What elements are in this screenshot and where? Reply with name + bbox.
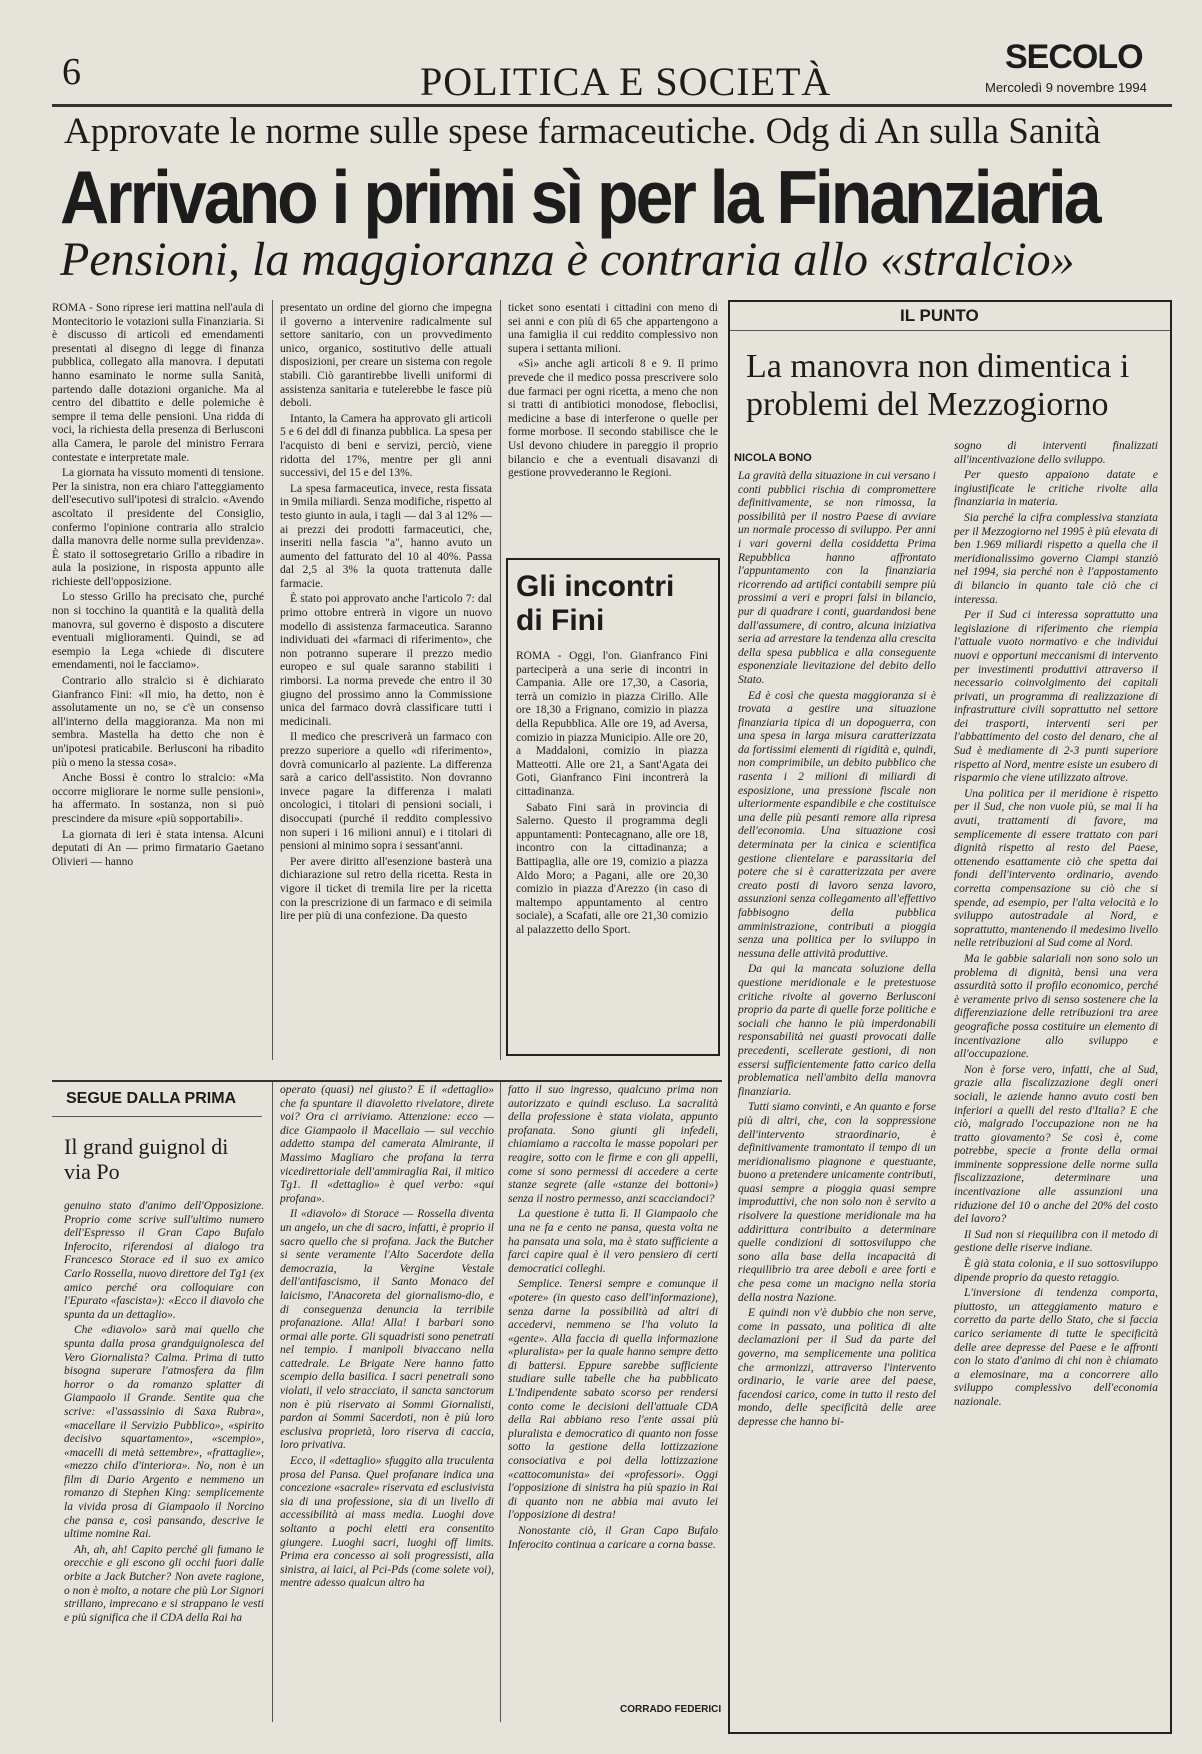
paragraph: Nonostante ciò, il Gran Capo Bufalo Inferocito continua a caricare a corna basse. xyxy=(508,1525,718,1551)
paragraph: Tutti siamo convinti, e An quanto e forse più di altri, che, con la soppressione dell'intervento straordinario, è definitivamente tramontato il tempo di un meridionalismo piagnone e questuante, buono a pretendere unicamente contributi, quasi sempre a pioggia quasi sempre improduttivi, che non solo non è servito a risolvere la questione meridionale ma ha addirittura contribuito a determinare quelle condizioni di sottosviluppo che sono alla base della incapacità di riequilibrio tra aree deboli e aree forti e che pesa come un macigno nella storia della nostra Nazione. xyxy=(738,1101,936,1304)
paragraph: Il medico che prescriverà un farmaco con prezzo superiore a quello «di riferimento», dovrà comunicarlo al paziente. La differenza sarà a carico dell'assistito. Non dovranno invece pagare la differenza i malati oncologici, i titolari di pensioni sociali, i disoccupati (purché il reddito complessivo non superi i 16 milioni annui) e i titolari di pensioni al minimo sopra i sessant'anni. xyxy=(280,731,492,853)
paragraph: La spesa farmaceutica, invece, resta fissata in 9mila miliardi. Senza modifiche, rispetto al testo giunto in aula, i tagli — dal 3 al 12% — ai prezzi dei prodotti farmaceutici, che, inseriti nella fascia "a", hanno avuto un aumento del fatturato del 10 al 40%. Passa dal 2,5 al 3% la quota trattenuta dalle farmacie. xyxy=(280,482,492,590)
segue-title: Il grand guignol di via Po xyxy=(64,1134,229,1184)
paragraph: Una politica per il meridione è rispetto per il Sud, che non vuole più, se mai li ha avuti, trattamenti di favore, ma semplicemente di essere trattato con pari dignità rispetto al resto del Paese, ottenendo esattamente ciò che spetta dai fondi dell'intervento ordinario, avendo corretta compensazione su ciò che si spende, ad esempio, per l'alta velocità e lo sviluppo autostradale al Nord, e soprattutto, mantenendo il medesimo livello nelle retribuzioni al Sud come al Nord. xyxy=(954,787,1158,950)
article-kicker: Approvate le norme sulle spese farmaceutiche. Odg di An sulla Sanità xyxy=(64,111,1101,152)
paragraph: La giornata di ieri è stata intensa. Alcuni deputati di An — primo firmatario Gaetano Olivieri — hanno xyxy=(52,828,264,868)
il-punto-column-1 xyxy=(738,470,936,1720)
paragraph: Per avere diritto all'esenzione basterà una dichiarazione sul retro della ricetta. Resta in vigore il ticket di tremila lire per la ricetta con la prescrizione di un farmaco e di seimila lire per più di una confezione. Da questo xyxy=(280,855,492,923)
main-article-column-3 xyxy=(508,302,718,542)
paragraph: Ma le gabbie salariali non sono solo un problema di dignità, bensì una vera assurdità sotto il profilo economico, perché è veramente privo di senso sostenere che la differenziazione delle retribuzioni tra aree geografiche possa costituire un elemento di incentivazione allo sviluppo e all'occupazione. xyxy=(954,952,1158,1061)
il-punto-label: IL PUNTO xyxy=(900,306,979,325)
il-punto-column-2 xyxy=(954,440,1158,1720)
paragraph: E quindi non v'è dubbio che non serve, come in passato, una politica di alte declamazioni per il Sud da parte del governo, ma semplicemente una politica che armonizzi, attraverso l'intervento ordinario, le varie aree del paese, facendosi carico, come in tutto il resto del mondo, delle specificità delle aree depresse che hanno bi- xyxy=(738,1307,936,1428)
paragraph: operato (quasi) nel giusto? E il «dettaglio» che fa spuntare il diavoletto rivelatore, direte voi? Ora ci arriviamo. Attenzione: ecco — dice Giampaolo il Macellaio — sul vecchio addetto stampa del camerata Almirante, il Massimo Magliaro che profana la terra vicedirettoriale dell'ammiraglia Rai, il mitico Tg1. Il «dettaglio» è quel verbo: «qui profana». xyxy=(280,1084,494,1205)
paragraph: La giornata ha vissuto momenti di tensione. Per la sinistra, non era chiaro l'atteggiamento dell'esecutivo sull'ipotesi di stralcio. «Avendo ascoltato il presidente del Consiglio, confermo l'opinione contraria allo stralcio dalla manovra delle norme sulla previdenza». È stato il sottosegretario Grillo a ribadire in aula la posizione, in risposta appunto alle richieste dell'opposizione. xyxy=(52,467,264,588)
paragraph: Che «diavolo» sarà mai quello che spunta dalla prosa grandguignolesca del Vero Giornalista? Calma. Prima di tutto bisogna superare l'atmosfera da film horror o da romanzo splatter di Giampaolo il Grande. Sentite qua che scrive: «l'assassinio di Saxa Rubra», «macellare il Servizio Pubblico», «spirito decisivo squartamento», «scempio», «macelli di metà settembre», «frattaglie», «mezzo chilo d'interiora». No, non è un film di Dario Argento e nemmeno un romanzo di Stephen King: semplicemente la vivida prosa di Giampaolo il Norcino che pansa e, così pansando, descrive le ultime nomine Rai. xyxy=(64,1324,264,1541)
il-punto-title: La manovra non dimentica i problemi del Mezzogiorno xyxy=(746,348,1130,423)
main-article-column-1 xyxy=(52,302,264,1062)
paragraph: È stato poi approvato anche l'articolo 7: dal primo ottobre entrerà in vigore un nuovo modello di assistenza farmaceutica. Saranno individuati dei «farmaci di riferimento», che non potranno superare il prezzo medio europeo e sul quale saranno stabiliti i rimborsi. La norma prevede che entro il 30 giugno del prossimo anno la Commissione unica del farmaco dovrà classificare tutti i medicinali. xyxy=(280,593,492,728)
paragraph: Da qui la mancata soluzione della questione meridionale e le pretestuose critiche rivolte al governo Berlusconi proprio da parte di quelle forze politiche e sociali che hanno le più imperdonabili responsabilità nei guasti provocati dalle precedenti, scellerate gestioni, di non essersi sufficientemente fatto carico della problematica nell'ambito della manovra finanziaria. xyxy=(738,963,936,1098)
column-divider xyxy=(272,300,273,1060)
page-number: 6 xyxy=(62,51,81,93)
segue-column-2 xyxy=(280,1084,494,1724)
paragraph: Ecco, il «dettaglio» sfuggito alla truculenta prosa del Pansa. Quel profanare indica una concezione «sacrale» riservata ed esclusivista sia di una professione, sia di un livello di accessibilità ai mass media. Luoghi dove soltanto a pochi eletti era consentito giungere. Luoghi sacri, luoghi off limits. Prima era concesso ai soli progressisti, alla sinistra, ai laici, al Pci-Pds (come solete voi), mentre adesso qualcun altro ha xyxy=(280,1455,494,1590)
column-divider xyxy=(500,1082,501,1722)
paragraph: Intanto, la Camera ha approvato gli articoli 5 e 6 del ddl di finanza pubblica. La spesa per l'acquisto di beni e servizi, perciò, viene ridotta del 17%, mentre per gli anni successivi, del 15 e del 13%. xyxy=(280,412,492,480)
segue-label-rule xyxy=(52,1116,262,1117)
segue-column-3 xyxy=(508,1084,718,1696)
paragraph: fatto il suo ingresso, qualcuno prima non autorizzato e quindi escluso. La sacralità della professione è stata violata, appunto profanata. Sono giunti gli infedeli, chiamiamo a raccolta le masse popolari per reagire, sotto con le firme e con gli appelli, come si sono permessi di accedere a certe stanze segrete (alle «stanze dei bottoni») senza il nostro permesso, anzi scacciandoci? xyxy=(508,1084,718,1205)
segue-label: SEGUE DALLA PRIMA xyxy=(66,1090,237,1107)
segue-rule xyxy=(52,1080,722,1082)
paragraph: Il «diavolo» di Storace — Rossella diventa un angelo, un che di sacro, infatti, è proprio il sacro quello che si profana. Jack the Butcher si sente veramente l'Alto Sacerdote della democrazia, la Vergine Vestale dell'antifascismo, il Santo Monaco del laicismo, l'Anacoreta del giornalismo-dio, e di conseguenza denuncia la terribile profanazione. Alla! Alla! I barbari sono ormai alle porte. Gli squadristi sono penetrati nel tempio. I manipoli bivaccano nella cattedrale. Le Brigate Nere hanno fatto scempio della basilica. I sacri penetrali sono violati, il velo stracciato, il sancta sanctorum non è più riservato ai Sommi Giornalisti, pardon ai Sommi Sacerdoti, non è più loro esclusiva proprietà, loro riserva di caccia, loro privativa. xyxy=(280,1208,494,1452)
paragraph: Semplice. Tenersi sempre e comunque il «potere» (in questo caso dell'informazione), senza darne la possibilità ad altri di accedervi, nemmeno se l'ha voluto la «gente». Alla faccia di quella informazione «pluralista» per la quale hanno sempre detto di battersi. Eppure sarebbe sufficiente studiare sulle tabelle che ha pubblicato L'Indipendente sabato scorso per rendersi conto come le decisioni dell'attuale CDA della Rai abbiano reso l'ente assai più pluralista e democratico di quanto non fosse sotto la gestione della lottizzazione consociativa e poi della lottizzazione «cattocomunista» dei «professori». Oggi l'opposizione di sinistra ha più spazio in Rai di quanto non ne abbia mai avuto lei l'opposizione di destra! xyxy=(508,1278,718,1522)
paragraph: Non è forse vero, infatti, che al Sud, grazie alla fiscalizzazione degli oneri sociali, le aziende hanno avuto costi ben inferiori a quelli del resto d'Italia? E che ciò, malgrado l'occupazione non ne ha tratto giovamento? Se così è, come potrebbe, specie a fronte della ormai imminente soppressione delle norme sulla fiscalizzazione, determinare una incentivazione alle assunzioni una riduzione del 10 o anche del 20% del costo del lavoro? xyxy=(954,1063,1158,1226)
paragraph: Per questo appaiono datate e ingiustificate le critiche rivolte alla finanziaria in materia. xyxy=(954,469,1158,509)
paragraph: Sabato Fini sarà in provincia di Salerno. Questo il programma degli appuntamenti: Pontecagnano, alle ore 18, incontro con la cittadinanza; a Battipaglia, alle ore 19, comizio a piazza Aldo Moro; a Pagani, alle ore 20,30 comizio in piazza d'Arezzo (in caso di maltempo appuntamento al centro sociale), a Scafati, alle ore 21,30 comizio al palazzetto dello Sport. xyxy=(516,801,708,936)
paragraph: Contrario allo stralcio si è dichiarato Gianfranco Fini: «Il mio, ha detto, non è assolutamente un no, se c'è un consenso all'interno della maggioranza. Ma non mi sembra. Mastella ha detto che non è un'ipotesi praticabile. Berlusconi ha ribadito più o meno la stessa cosa». xyxy=(52,675,264,769)
paragraph: È già stata colonia, e il suo sottosviluppo dipende proprio da questo retaggio. xyxy=(954,1258,1158,1284)
segue-signature: CORRADO FEDERICI xyxy=(620,1704,722,1715)
paragraph: Ah, ah, ah! Capito perché gli fumano le orecchie e gli escono gli occhi fuori dalle orbite a Jack Butcher? Non avete ragione, o non è molto, a notare che più Lor Signori strillano, imprecano e si strappano le vesti e più significa che il CDA della Rai ha xyxy=(64,1543,264,1624)
issue-date: Mercoledì 9 novembre 1994 xyxy=(985,80,1147,95)
paragraph: Per il Sud ci interessa soprattutto una legislazione di riferimento che riempia l'attuale vuoto normativo e che individui nuovi e opportuni meccanismi di intervento per investimenti produttivi attraverso il necessario coinvolgimento dei capitali privati, un programma di realizzazione di infrastrutture civili soprattutto nel settore dei trasporti, interventi seri per l'abbattimento del costo del denaro, che al Sud è mediamente di 2-3 punti superiore rispetto al Nord, mentre esiste un esubero di risparmio che viene utilizzato altrove. xyxy=(954,609,1158,785)
paragraph: sogno di interventi finalizzati all'incentivazione dello sviluppo. xyxy=(954,440,1158,466)
paragraph: L'inversione di tendenza comporta, piuttosto, un atteggiamento maturo e corretto da parte dello Stato, che si faccia carico seriamente di tutte le specificità delle aree depresse del Paese e le affronti con lo stato d'animo di chi non è chiamato a elemosinare, ma a concorrere allo sviluppo complessivo dell'economia nazionale. xyxy=(954,1287,1158,1408)
paragraph: ROMA - Sono riprese ieri mattina nell'aula di Montecitorio le votazioni sulla Finanziaria. Si è discusso di articoli ed emendamenti presentati al disegno di legge di finanza pubblica, collegato alla manovra. I deputati hanno esaminato le norme sulla Sanità, partendo dalle dotazioni organiche. Ma al centro del dibattito e delle polemiche è sempre il tema delle pensioni. Una ridda di voci, la richiesta della presenza di Berlusconi alla Camera, le parole del ministro Ferrara contestate e interpretate male. xyxy=(52,302,264,464)
article-headline: Arrivano i primi sì per la Finanziaria xyxy=(60,156,1099,240)
paragraph: genuino stato d'animo dell'Opposizione. Proprio come scrive sull'ultimo numero dell'Espresso il Gran Capo Bufalo Inferocito, riferendosi al dialogo tra Francesco Storace ed il suo ex amico Carlo Rossella, nuovo direttore del Tg1 (ex amico perché ora colloquiare con l'Epurato «fascista»): «Ecco il diavolo che spunta da un dettaglio». xyxy=(64,1200,264,1321)
paragraph: Il Sud non si riequilibra con il metodo di gestione delle riserve indiane. xyxy=(954,1228,1158,1255)
paragraph: ticket sono esentati i cittadini con meno di sei anni e con più di 65 che appartengono a una famiglia il cui reddito complessivo non supera i settanta milioni. xyxy=(508,302,718,355)
paragraph: Sia perché la cifra complessiva stanziata per il Mezzogiorno nel 1995 è più elevata di ben 1.969 miliardi rispetto a quella che il meridionalissimo governo Ciampi stanziò nel 1994, sia perché non è l'appostamento di bilancio in quanto tale ciò che ci interessa. xyxy=(954,511,1158,606)
paragraph: La gravità della situazione in cui versano i conti pubblici rischia di compromettere definitivamente, se non rimossa, la possibilità per il nostro Paese di avviare un normale processo di sviluppo. Per anni i vari governi della cosiddetta Prima Repubblica hanno affrontato l'appuntamento con la finanziaria ricorrendo ad artifici contabili sempre più prossimi a veri e propri falsi in bilancio, pur di quadrare i conti, guardandosi bene dall'assumere, di contro, alcuna iniziativa seria ad arrestare la tendenza alla crescita della spesa pubblica e alla conseguente esponenziale lievitazione del debito dello Stato. xyxy=(738,470,936,686)
fini-box-text xyxy=(516,650,708,1046)
main-article-column-2 xyxy=(280,302,492,1062)
paragraph: Lo stesso Grillo ha precisato che, purché non si tocchino la quantità e la qualità della manovra, sul governo è disposto a discutere eventuali miglioramenti. Quindi, se ad esempio la Lega «chiede di discutere emendamenti, noi le facciamo». xyxy=(52,591,264,672)
column-divider xyxy=(500,300,501,1060)
column-divider xyxy=(272,1082,273,1722)
section-title: POLITICA E SOCIETÀ xyxy=(420,59,832,104)
paragraph: La questione è tutta lì. Il Giampaolo che una ne fa e cento ne pansa, questa volta ne ha pansata una sola, ma è stato sufficiente a farci capire qual è il vero pensiero di certi democratici colleghi. xyxy=(508,1208,718,1275)
il-punto-author: NICOLA BONO xyxy=(734,452,812,464)
paragraph: «Sì» anche agli articoli 8 e 9. Il primo prevede che il medico possa prescrivere solo due farmaci per ogni ricetta, a meno che non si tratti di antibiotici monodose, fleboclisi, medicine a base di interferone o quelle per forme morbose. Il secondo stabilisce che le Usl devono chiudere in pareggio il proprio bilancio e che a eventuali disavanzi di gestione provvederanno le Regioni. xyxy=(508,358,718,480)
paragraph: presentato un ordine del giorno che impegna il governo a intervenire radicalmente sul settore sanitario, con un provvedimento unico, organico, sostitutivo delle attuali disposizioni, per creare un sistema con regole stabili. Ciò garantirebbe livelli uniformi di assistenza sanitaria e tutelerebbe le fasce più deboli. xyxy=(280,302,492,410)
paragraph: ROMA - Oggi, l'on. Gianfranco Fini parteciperà a una serie di incontri in Campania. Alle ore 17,30, a Casoria, terrà un comizio in piazza Cirillo. Alle ore 18,30 a Frignano, comizio in piazza della Repubblica. Alle ore 19, ad Aversa, comizio in piazza Municipio. Alle ore 20, a Maddaloni, comizio in piazza Matteotti. Alle ore 21, a Sant'Agata dei Goti, Gianfranco Fini incontrerà la cittadinanza. xyxy=(516,650,708,798)
article-subheadline: Pensioni, la maggioranza è contraria allo «stralcio» xyxy=(60,233,1075,286)
header-rule xyxy=(52,104,1172,107)
newspaper-logo: SECOLO xyxy=(1005,38,1143,76)
il-punto-rule xyxy=(730,330,1170,331)
fini-box-title: Gli incontri di Fini xyxy=(516,570,675,637)
segue-column-1 xyxy=(64,1200,264,1720)
paragraph: Anche Bossi è contro lo stralcio: «Ma occorre migliorare le norme sulle pensioni», ha affermato. In sostanza, non si può prescindere da misure «più sopportabili». xyxy=(52,772,264,825)
paragraph: Ed è così che questa maggioranza si è trovata a gestire una situazione finanziaria tipica di un dopoguerra, con una spesa in larga misura caratterizzata da fortissimi elementi di rigidità e, quindi, non comprimibile, un debito pubblico che rasenta i 2 milioni di miliardi di esposizione, una pressione fiscale non ulteriormente espandibile e che costituisce una delle più pesanti remore alla ripresa dell'economia. Una situazione così determinata per la cinica e scientifica gestione clientelare e parassitaria del potere che si è caratterizzata per avere creato posti di lavoro senza lavoro, assunzioni senza collegamento all'effettivo fabbisogno della pubblica amministrazione, contributi a pioggia senza una politica per lo sviluppo in nessuna delle attività produttive. xyxy=(738,689,936,960)
